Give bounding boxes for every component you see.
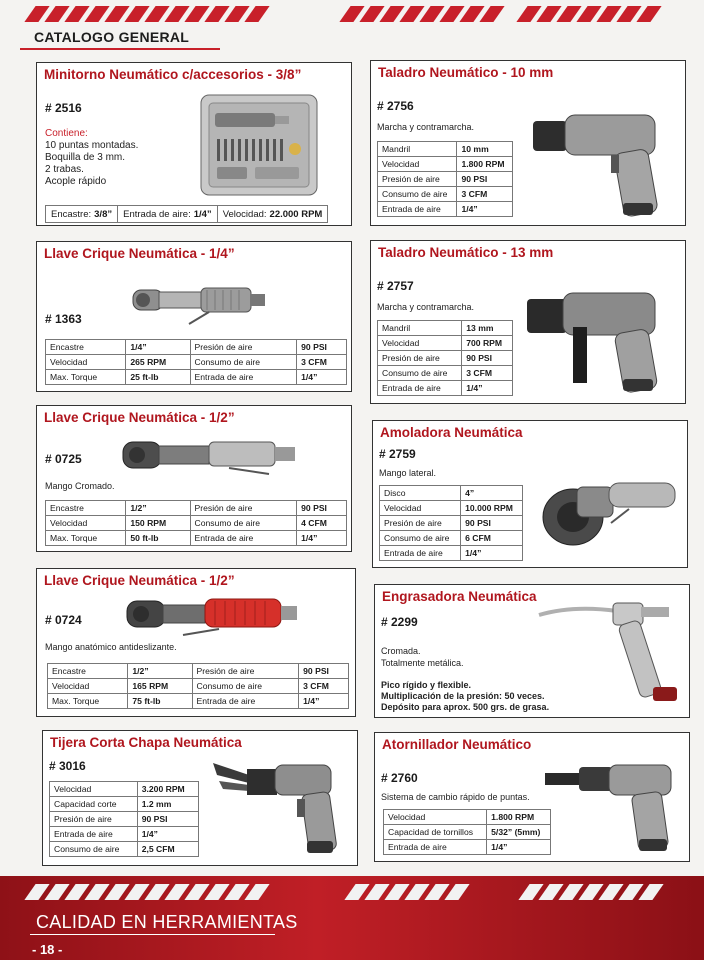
product-title: Llave Crique Neumática - 1/2” [44,573,235,588]
spec-table: Encastre 1/4” Presión de aire 90 PSI Velocidad 265 RPM Consumo de aire 3 CFM Max. Torque 25 ft-lb Entrada de aire 1/4” [45,339,347,385]
product-title: Tijera Corta Chapa Neumática [50,735,242,750]
product-card-taladro-10 [370,60,686,226]
product-desc: Marcha y contramarcha. [377,302,475,312]
product-feature: Pico rígido y flexible. [381,680,472,690]
spec-table: Mandril 10 mm Velocidad 1.800 RPM Presión de aire 90 PSI Consumo de aire 3 CFM Entrada de aire 1/4” [377,141,513,217]
top-stripes-mid [345,6,499,22]
product-card-engrasadora [374,584,690,718]
catalog-title: CATALOGO GENERAL [34,29,190,45]
product-card-llave-1-2-0724 [36,568,356,717]
footer-stripes-mid [350,884,464,900]
contents-line: 10 puntas montadas. [45,140,139,151]
product-feature: Multiplicación de la presión: 50 veces. [381,691,545,701]
product-card-atornillador [374,732,690,862]
spec-table: Velocidad 1.800 RPM Capacidad de tornillos 5/32” (5mm) Entrada de aire 1/4” [383,809,551,855]
minitorno-kit-image [199,93,319,197]
footer-stripes-left [30,884,264,900]
product-title: Amoladora Neumática [380,425,523,440]
product-title: Atornillador Neumático [382,737,532,752]
footer-underline [30,934,275,935]
product-card-minitorno [36,62,352,226]
grease-gun-image [533,597,687,711]
spec-table: Encastre 1/2” Presión de aire 90 PSI Velocidad 150 RPM Consumo de aire 4 CFM Max. Torque 50 ft-lb Entrada de aire 1/4” [45,500,347,546]
product-card-llave-1-2-0725 [36,405,352,552]
product-card-tijera [42,730,358,866]
footer-tagline: CALIDAD EN HERRAMIENTAS [36,912,298,932]
spec-velocidad: Velocidad: 22.000 RPM [222,208,323,220]
product-card-taladro-13 [370,240,686,404]
ratchet-1-2-chrome-image [119,434,305,478]
product-card-amoladora [372,420,688,568]
page-number: - 18 - [32,942,63,957]
product-code: # 2516 [45,101,82,115]
footer-stripes-right [524,884,658,900]
ratchet-1-2-red-grip-image [123,593,301,639]
contents-line: Acople rápido [45,176,107,187]
drill-13mm-image [523,287,679,397]
spec-table: Disco 4” Velocidad 10.000 RPM Presión de aire 90 PSI Consumo de aire 6 CFM Entrada de aire 1/4” [379,485,523,561]
product-feature: Depósito para aprox. 500 grs. de grasa. [381,702,550,712]
shear-image [209,753,353,859]
contents-line: Boquilla de 3 mm. [45,152,126,163]
product-desc: Sistema de cambio rápido de puntas. [381,792,530,802]
product-code: # 0724 [45,613,82,627]
product-desc: Marcha y contramarcha. [377,122,475,132]
spec-encastre: Encastre: 3/8” [46,206,118,222]
product-title: Taladro Neumático - 13 mm [378,245,554,260]
product-desc: Mango Cromado. [45,481,115,491]
spec-table: Encastre 1/2” Presión de aire 90 PSI Velocidad 165 RPM Consumo de aire 3 CFM Max. Torque 75 ft-lb Entrada de aire 1/4” [47,663,349,709]
product-code: # 1363 [45,312,82,326]
spec-table: Mandril 13 mm Velocidad 700 RPM Presión de aire 90 PSI Consumo de aire 3 CFM Entrada de aire 1/4” [377,320,513,396]
drill-10mm-image [529,107,679,221]
product-code: # 3016 [49,759,86,773]
product-desc: Mango lateral. [379,468,437,478]
product-code: # 2757 [377,279,414,293]
product-title: Llave Crique Neumática - 1/2” [44,410,235,425]
top-stripes-left [30,6,264,22]
product-card-llave-1-4 [36,241,352,392]
product-title: Engrasadora Neumática [382,589,537,604]
contents-line: 2 trabas. [45,164,84,175]
product-code: # 2299 [381,615,418,629]
product-code: # 2756 [377,99,414,113]
product-code: # 2760 [381,771,418,785]
product-title: Llave Crique Neumática - 1/4” [44,246,235,261]
spec-table: Velocidad 3.200 RPM Capacidad corte 1.2 mm Presión de aire 90 PSI Entrada de aire 1/4” Consumo de aire 2,5 CFM [49,781,199,857]
top-stripes-right [522,6,656,22]
product-desc: Mango anatómico antideslizante. [45,642,177,652]
contains-label: Contiene: [45,128,88,139]
header-underline [20,48,220,50]
product-code: # 0725 [45,452,82,466]
product-title: Taladro Neumático - 10 mm [378,65,554,80]
spec-row [45,205,328,223]
angle-grinder-image [537,461,681,557]
spec-entrada: Entrada de aire: 1/4” [118,206,218,222]
product-desc: Totalmente metálica. [381,658,464,668]
product-code: # 2759 [379,447,416,461]
product-desc: Cromada. [381,646,421,656]
product-title: Minitorno Neumático c/accesorios - 3/8” [44,67,302,82]
ratchet-1-4-image [129,278,279,328]
screwdriver-image [543,759,683,857]
